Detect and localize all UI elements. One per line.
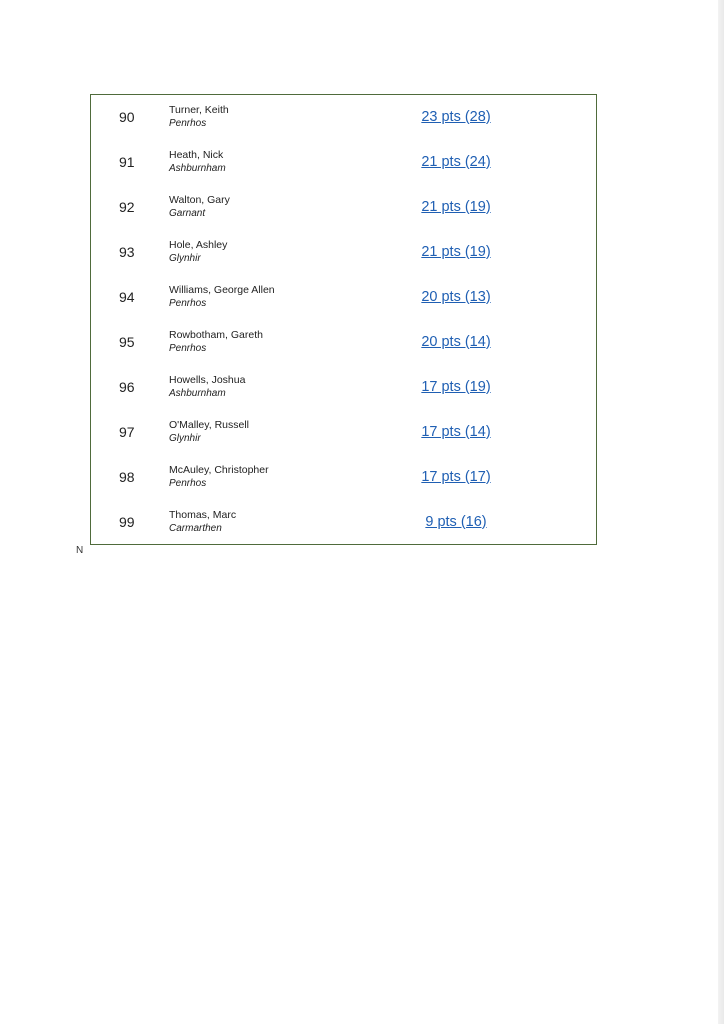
player-name: Hole, Ashley [169, 239, 228, 251]
player-name: Heath, Nick [169, 149, 224, 161]
score-link[interactable]: 21 pts (19) [421, 244, 491, 260]
footer-letter: N [76, 545, 84, 556]
score-link[interactable]: 21 pts (19) [421, 199, 491, 215]
player-name: Williams, George Allen [169, 284, 275, 296]
club-name: Penrhos [169, 298, 207, 309]
club-name: Penrhos [169, 478, 207, 489]
table-row [91, 140, 596, 184]
club-name: Glynhir [169, 253, 201, 264]
rank-number: 96 [119, 379, 135, 395]
table-row [91, 275, 596, 319]
score-link[interactable]: 17 pts (17) [421, 469, 491, 485]
club-name: Penrhos [169, 118, 207, 129]
table-row [91, 185, 596, 229]
table-row [91, 410, 596, 454]
score-link[interactable]: 20 pts (14) [421, 334, 491, 350]
score-link[interactable]: 23 pts (28) [421, 109, 491, 125]
rank-number: 99 [119, 514, 135, 530]
player-name: Turner, Keith [169, 104, 229, 116]
score-link[interactable]: 9 pts (16) [425, 514, 487, 530]
player-name: Walton, Gary [169, 194, 230, 206]
player-name: O'Malley, Russell [169, 419, 249, 431]
player-name: Rowbotham, Gareth [169, 329, 263, 341]
club-name: Ashburnham [169, 388, 226, 399]
page-edge [718, 0, 724, 1024]
table-row [91, 500, 596, 544]
rank-number: 91 [119, 154, 135, 170]
rank-number: 93 [119, 244, 135, 260]
rank-number: 97 [119, 424, 135, 440]
rank-number: 90 [119, 109, 135, 125]
player-name: Howells, Joshua [169, 374, 246, 386]
rank-number: 94 [119, 289, 135, 305]
player-name: McAuley, Christopher [169, 464, 269, 476]
club-name: Glynhir [169, 433, 201, 444]
rank-number: 92 [119, 199, 135, 215]
club-name: Ashburnham [169, 163, 226, 174]
score-link[interactable]: 17 pts (19) [421, 379, 491, 395]
results-table [90, 94, 597, 545]
table-row [91, 455, 596, 499]
score-link[interactable]: 20 pts (13) [421, 289, 491, 305]
player-name: Thomas, Marc [169, 509, 237, 521]
club-name: Penrhos [169, 343, 207, 354]
table-row [91, 365, 596, 409]
table-row [91, 320, 596, 364]
rank-number: 98 [119, 469, 135, 485]
rank-number: 95 [119, 334, 135, 350]
table-row [91, 95, 596, 139]
club-name: Carmarthen [169, 523, 222, 534]
table-row [91, 230, 596, 274]
score-link[interactable]: 21 pts (24) [421, 154, 491, 170]
club-name: Garnant [169, 208, 206, 219]
score-link[interactable]: 17 pts (14) [421, 424, 491, 440]
